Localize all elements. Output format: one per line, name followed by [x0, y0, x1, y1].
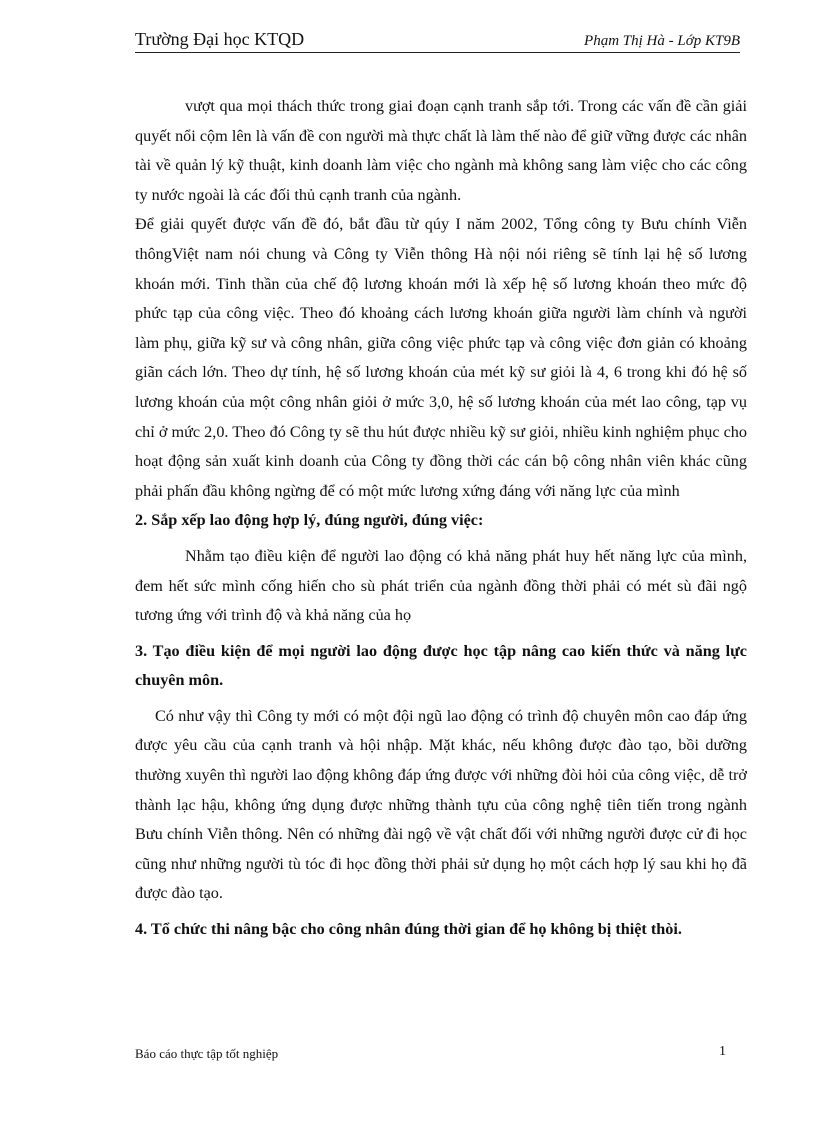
header-school: Trường Đại học KTQD: [135, 29, 305, 49]
page-number: 1: [719, 1044, 726, 1059]
footer-title: Báo cáo thực tập tốt nghiệp: [135, 1046, 279, 1061]
section-heading-3: 3. Tạo điều kiện để mọi người lao động được học tập nâng cao kiến thức và năng lực chuyên môn.: [135, 641, 747, 690]
paragraph-1: vượt qua mọi thách thức trong giai đoạn cạnh tranh sắp tới. Trong các vấn đề cần giải quyết nổi cộm lên là vấn đề con người mà thực chất là làm thế nào để giữ vững được các nhân tài về quản lý kỹ thuật, kinh doanh làm việc cho ngành mà không sang làm việc cho các công ty nước ngoài là các đối thủ cạnh tranh của ngành.: [135, 97, 747, 204]
header-author: Phạm Thị Hà - Lớp KT9B: [584, 33, 740, 49]
section-heading-2: 2. Sắp xếp lao động hợp lý, đúng người, đúng việc:: [135, 511, 484, 530]
document-body: [135, 92, 747, 945]
section-heading-4: 4. Tổ chức thi nâng bậc cho công nhân đúng thời gian để họ không bị thiệt thòi.: [135, 920, 682, 939]
page-header: [135, 28, 740, 53]
paragraph-4: Có như vậy thì Công ty mới có một đội ngũ lao động có trình độ chuyên môn cao đáp ứng được yêu cầu của cạnh tranh và hội nhập. Mặt khác, nếu không được đào tạo, bồi dưỡng thường xuyên thì người lao động không đáp ứng được với những đòi hỏi của công việc, dễ trở thành lạc hậu, không ứng dụng được những thành tựu của công nghệ tiên tiến trong ngành Bưu chính Viễn thông. Nên có những đài ngộ về vật chất đối với những người được cử đi học cũng như những người tù tóc đi học đồng thời phải sử dụng họ một cách hợp lý sau khi họ đã được đào tạo.: [135, 706, 747, 903]
paragraph-3: Nhằm tạo điều kiện để người lao động có khả năng phát huy hết năng lực của mình, đem hết sức mình cống hiến cho sù phát triển của ngành đồng thời phải có mét sù đãi ngộ tương ứng với trình độ và khả năng của họ: [135, 546, 747, 625]
paragraph-2: Để giải quyết được vấn đề đó, bắt đầu từ qúy I năm 2002, Tổng công ty Bưu chính Viễn thôngViệt nam nói chung và Công ty Viễn thông Hà nội nói riêng sẽ tính lại hệ số lương khoán mới. Tinh thần của chế độ lương khoán mới là xếp hệ số lương khoán theo mức độ phức tạp của công việc. Theo đó khoảng cách lương khoán giữa người làm chính và người làm phụ, giữa kỹ sư và công nhân, giữa công việc phức tạp và công việc đơn giản có khoảng giãn cách lớn. Theo dự tính, hệ số lương khoán của mét kỹ sư giỏi là 4, 6 trong khi đó hệ số lương khoán của một công nhân giỏi ở mức 3,0, hệ số lương khoán của mét lao công, tạp vụ chỉ ở mức 2,0. Theo đó Công ty sẽ thu hút được nhiều kỹ sư giỏi, nhiều kinh nghiệm phục cho hoạt động sản xuất kinh doanh của Công ty đồng thời các cán bộ công nhân viên khác cũng phải phấn đầu không ngừng để có một mức lương xứng đáng với năng lực của mình: [135, 215, 747, 500]
